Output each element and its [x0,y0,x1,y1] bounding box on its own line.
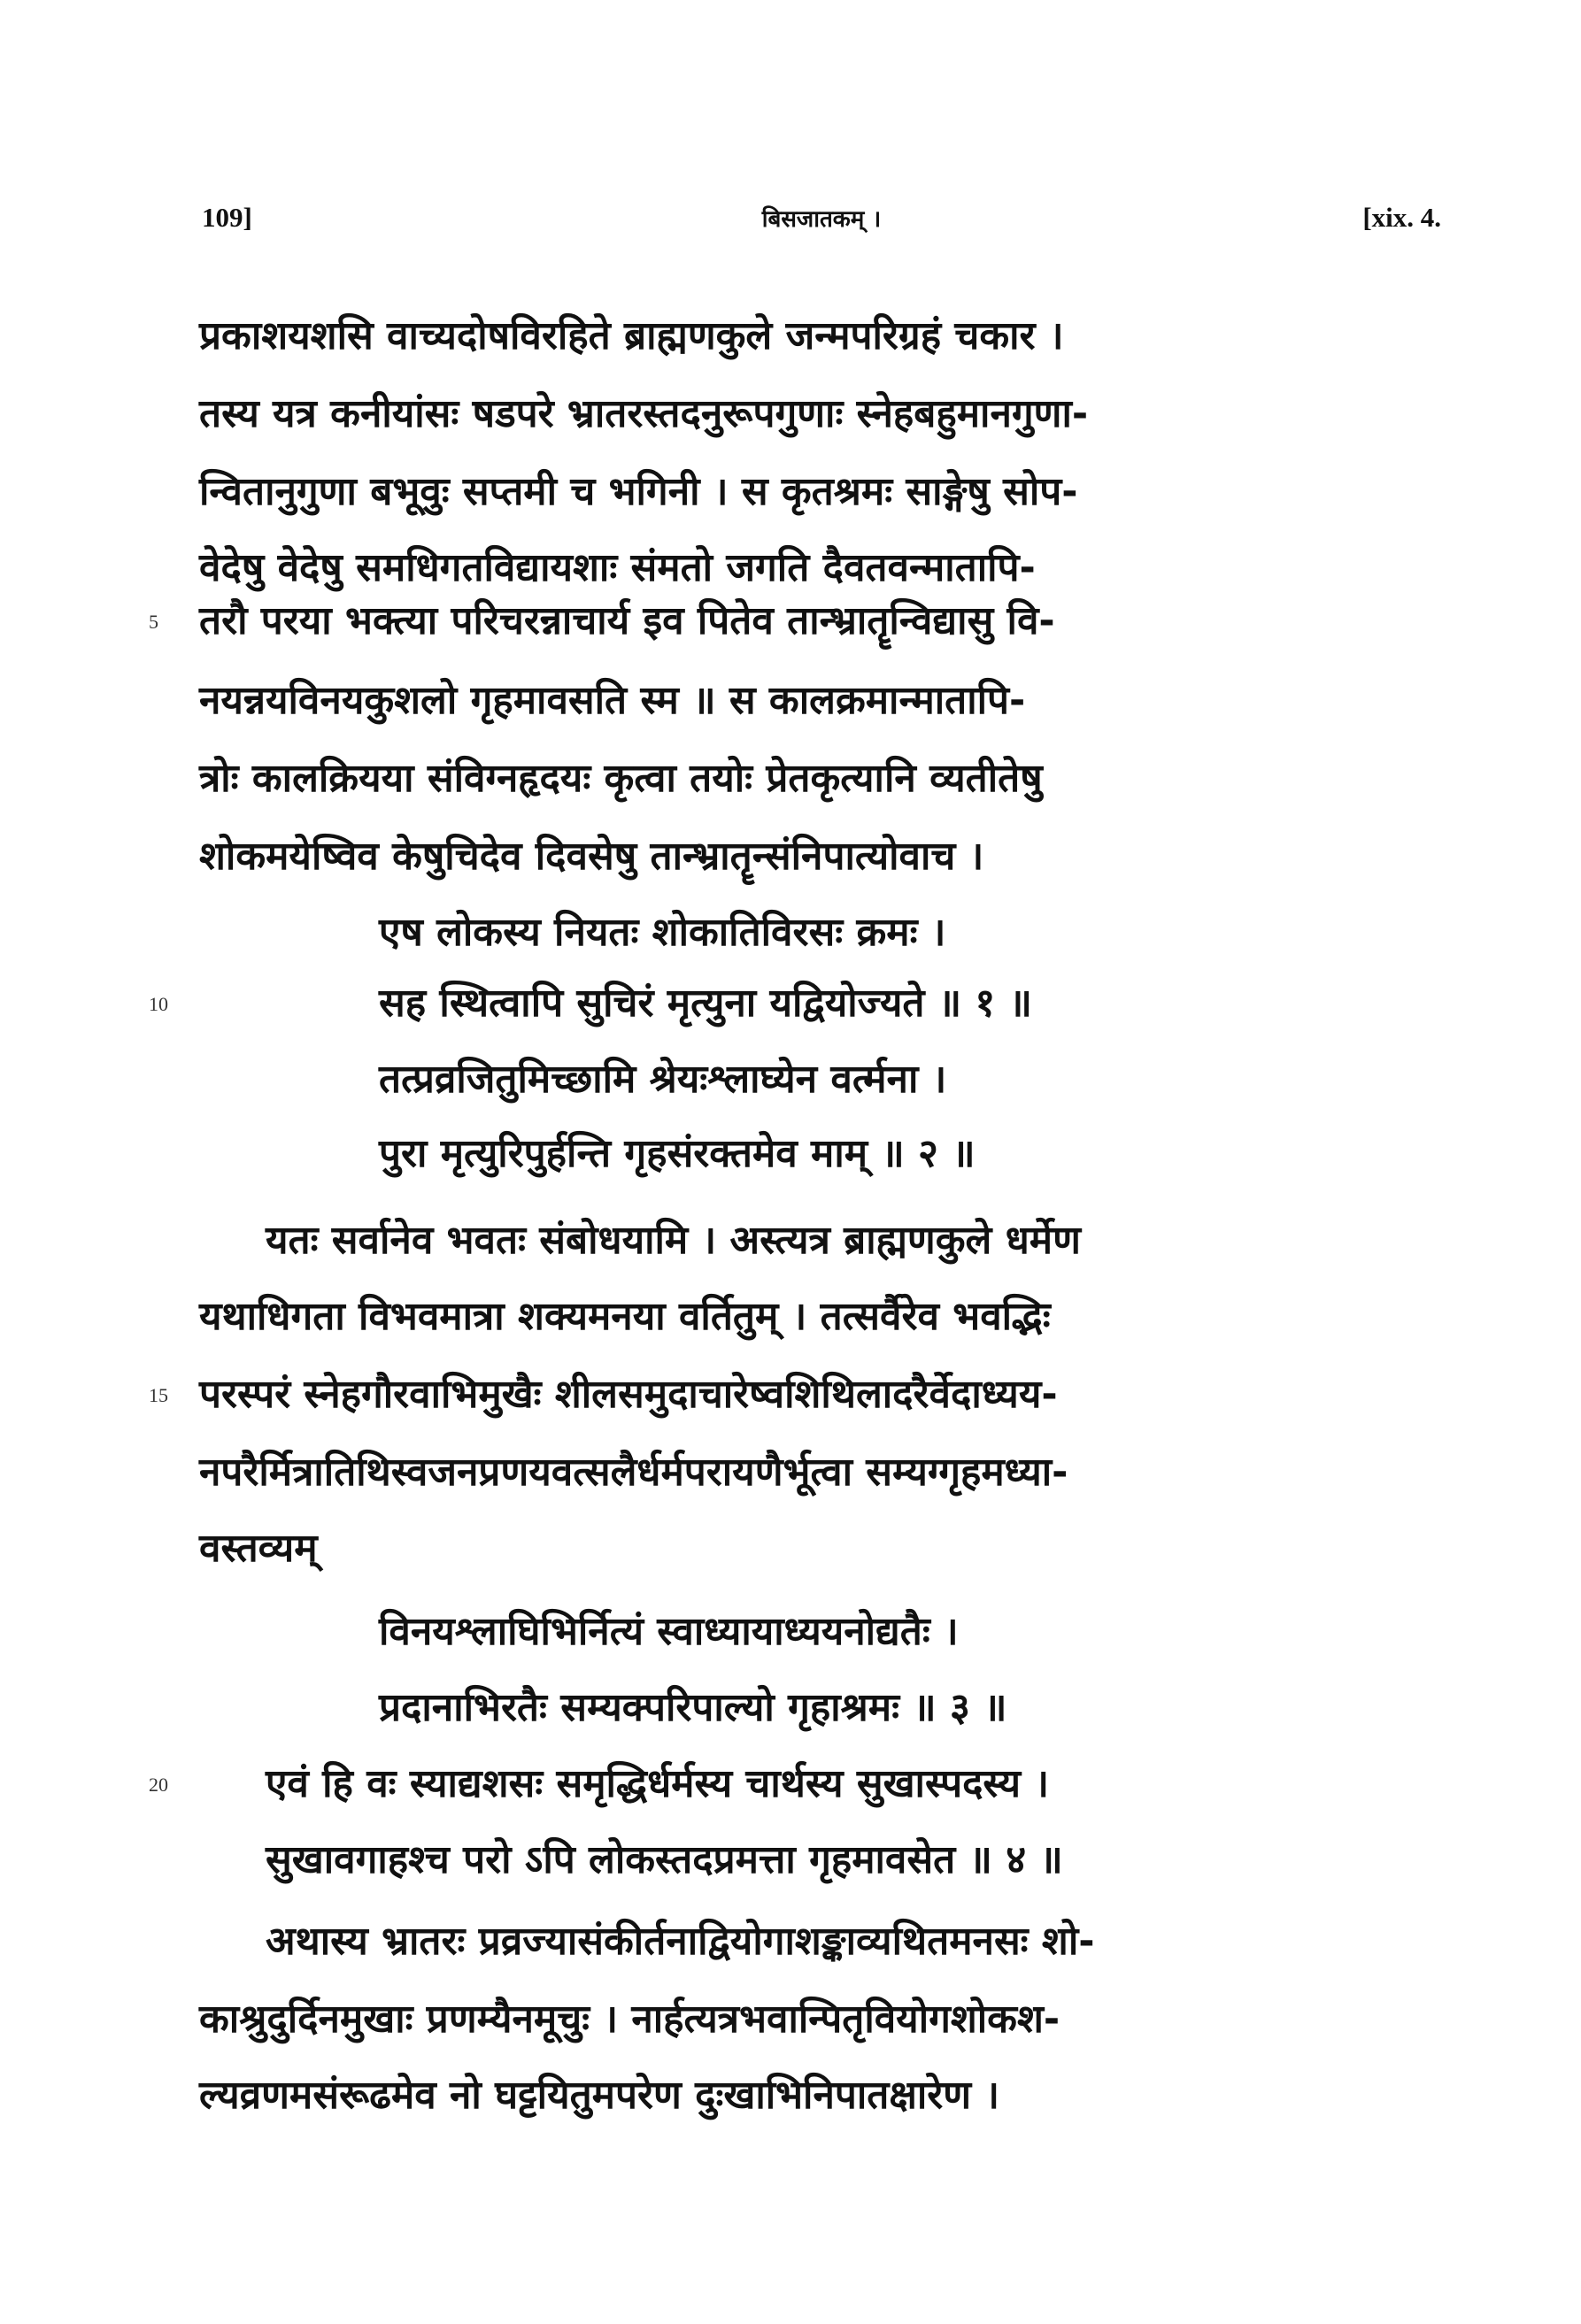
line-number-15: 15 [149,1384,168,1406]
line-number-5: 5 [149,611,158,633]
verse-line: प्रदानाभिरतैः सम्यक्परिपाल्यो गृहाश्रमः ॥ ३ ॥ [379,1685,1007,1730]
verse-line: पुरा मृत्युरिपुर्हन्ति गृहसंरक्तमेव माम् ॥ २ ॥ [379,1131,976,1176]
text-line: काश्रुदुर्दिनमुखाः प्रणम्यैनमूचुः । नार्हत्यत्रभवान्पितृवियोगशोकश- [199,1997,1060,2042]
verse-line: सुखावगाहश्च परो ऽपि लोकस्तदप्रमत्ता गृहमावसेत ॥ ४ ॥ [266,1837,1063,1882]
text-line: ल्यव्रणमसंरूढमेव नो घट्टयितुमपरेण दुःखाभिनिपातक्षारेण । [199,2073,1000,2118]
text-line: वेदेषु वेदेषु समधिगतविद्यायशाः संमतो जगति दैवतवन्मातापि- [199,545,1036,590]
page-header [202,202,1441,246]
verse-line: तत्प्रव्रजितुमिच्छामि श्रेयःश्लाघ्येन वर्त्मना । [379,1057,947,1102]
line-number-20: 20 [149,1774,168,1796]
text-line: अथास्य भ्रातरः प्रव्रज्यासंकीर्तनाद्वियोगाशङ्काव्यथितमनसः शो- [266,1919,1095,1964]
text-line: त्रोः कालक्रियया संविग्नहृदयः कृत्वा तयोः प्रेतकृत्यानि व्यतीतेषु [199,756,1043,801]
text-line: न्वितानुगुणा बभूवुः सप्तमी च भगिनी । स कृतश्रमः साङ्गेषु सोप- [199,469,1078,514]
text-line: प्रकाशयशसि वाच्यदोषविरहिते ब्राह्मणकुले जन्मपरिग्रहं चकार । [199,313,1064,358]
verse-line: एवं हि वः स्याद्यशसः समृद्धिर्धर्मस्य चार्थस्य सुखास्पदस्य । [266,1761,1050,1806]
verse-line: सह स्थित्वापि सुचिरं मृत्युना यद्वियोज्यते ॥ १ ॥ [379,981,1032,1026]
text-line: यतः सर्वानेव भवतः संबोधयामि । अस्त्यत्र ब्राह्मणकुले धर्मेण [266,1218,1081,1263]
verse-line: विनयश्लाघिभिर्नित्यं स्वाध्यायाध्ययनोद्यतैः । [379,1609,959,1654]
text-line: नपरैर्मित्रातिथिस्वजनप्रणयवत्सलैर्धर्मपरायणैर्भूत्वा सम्यग्गृहमध्या- [199,1450,1068,1495]
text-line: परस्परं स्नेहगौरवाभिमुखैः शीलसमुदाचारेष्वशिथिलादरैर्वेदाध्यय- [199,1372,1058,1417]
text-line: यथाधिगता विभवमात्रा शक्यमनया वर्तितुम् । तत्सर्वैरेव भवद्भिः [199,1294,1051,1339]
text-line: तरौ परया भक्त्या परिचरन्नाचार्य इव पितेव तान्भ्रातॄन्विद्यासु वि- [199,598,1055,643]
verse-line: एष लोकस्य नियतः शोकातिविरसः क्रमः । [379,910,946,955]
text-line: वस्तव्यम् [199,1526,318,1571]
page-number: 109] [202,202,252,233]
text-line: शोकमयेष्विव केषुचिदेव दिवसेषु तान्भ्रातॄन्संनिपात्योवाच । [199,834,984,879]
text-line: नयन्नयविनयकुशलो गृहमावसति स्म ॥ स कालक्रमान्मातापि- [199,678,1026,723]
text-line: तस्य यत्र कनीयांसः षडपरे भ्रातरस्तदनुरूपगुणाः स्नेहबहुमानगुणा- [199,391,1089,436]
running-title: बिसजातकम् । [761,206,882,233]
section-reference: [xix. 4. [1362,202,1441,233]
line-number-10: 10 [149,993,168,1015]
